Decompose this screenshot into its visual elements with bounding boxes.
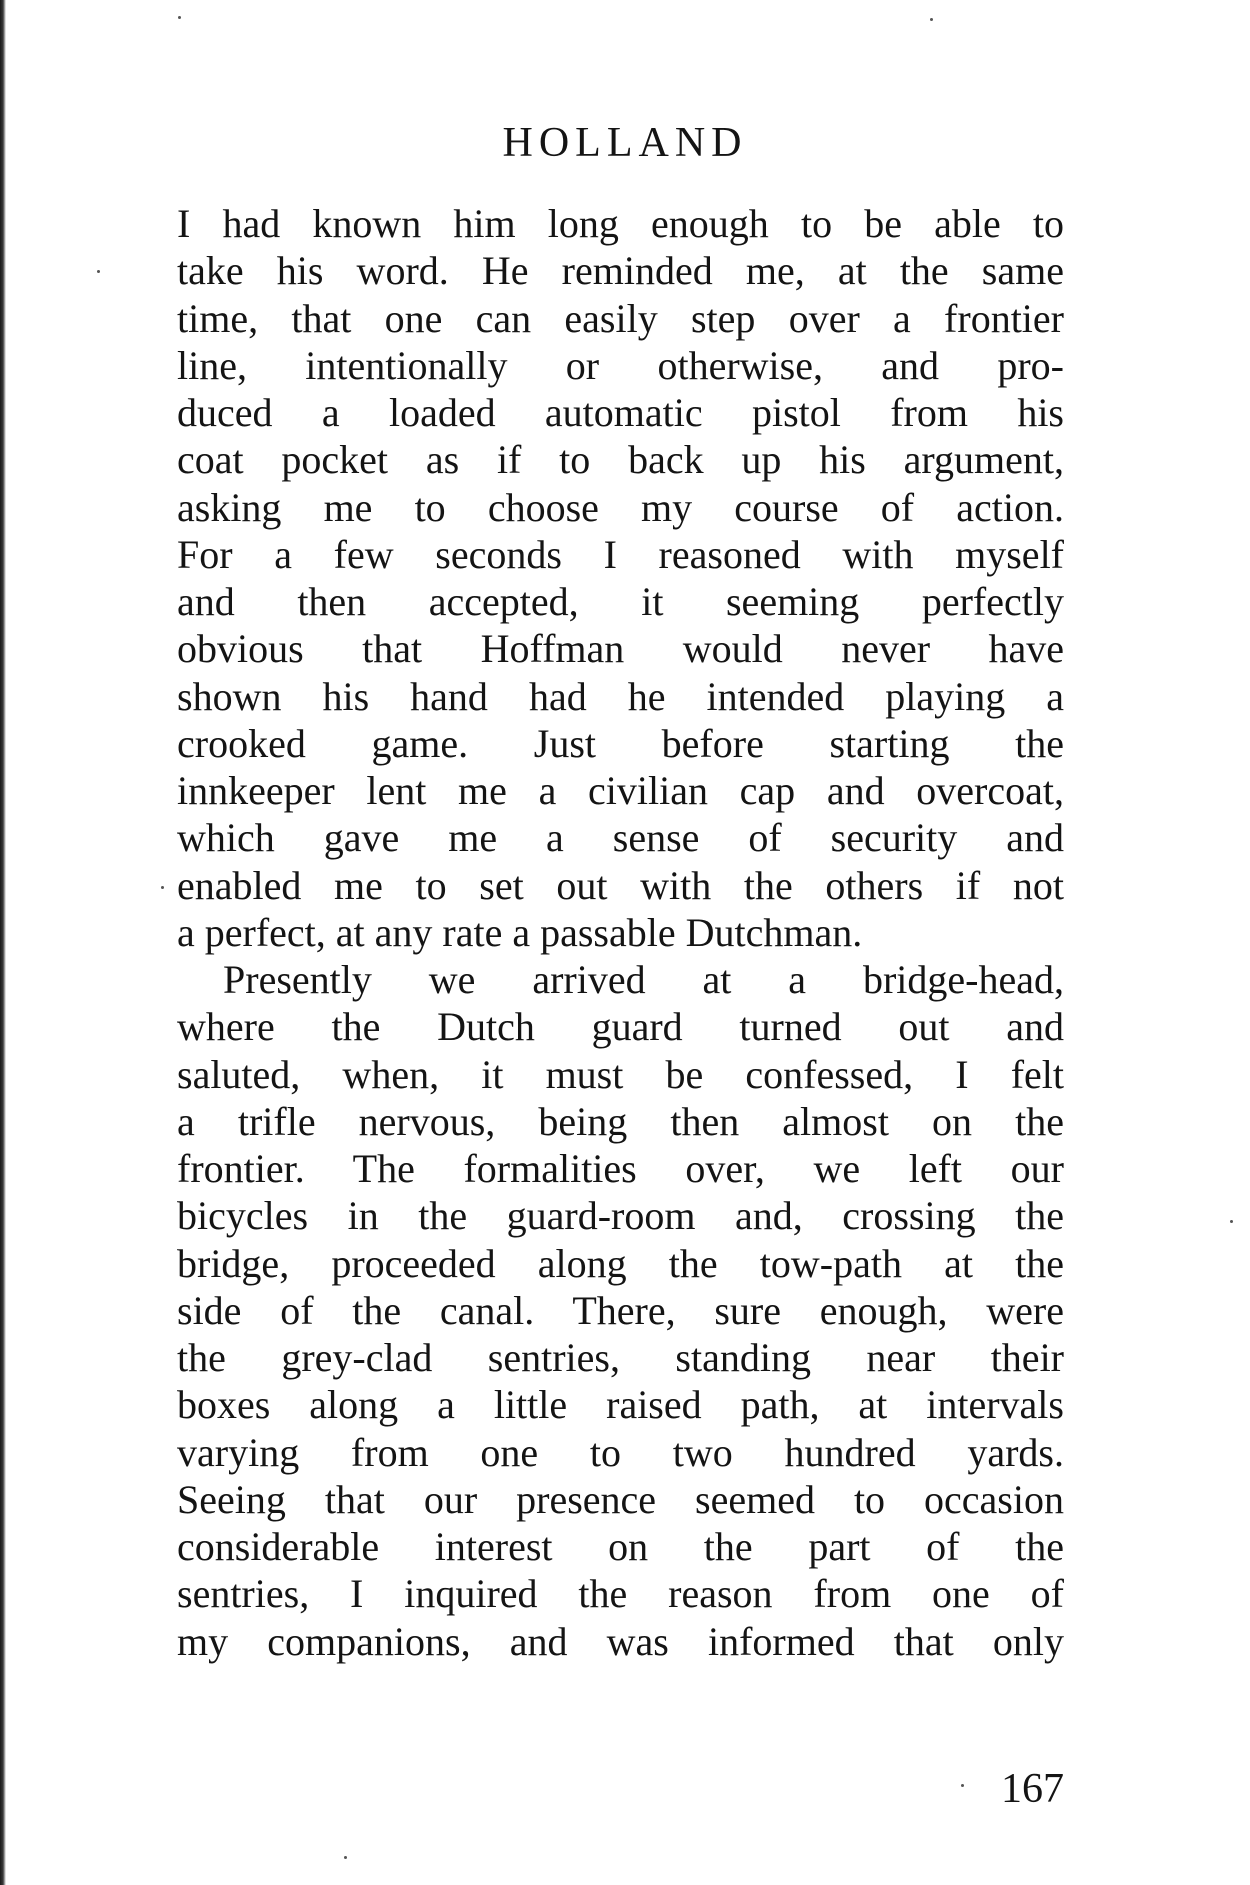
text-line: shown his hand had he intended playing a <box>177 673 1064 719</box>
text-line: coat pocket as if to back up his argument, <box>177 437 1064 483</box>
text-line: Seeing that our presence seemed to occasion <box>177 1476 1064 1522</box>
text-line: a trifle nervous, being then almost on the <box>177 1098 1064 1144</box>
ink-speck <box>97 270 100 273</box>
text-line: considerable interest on the part of the <box>177 1524 1064 1569</box>
text-line: sentries, I inquired the reason from one of <box>177 1571 1064 1617</box>
running-head: HOLLAND <box>502 120 748 166</box>
text-line: which gave me a sense of security and <box>177 815 1064 861</box>
text-line: and then accepted, it seeming perfectly <box>177 579 1064 624</box>
ink-speck <box>178 16 181 19</box>
text-line: For a few seconds I reasoned with myself <box>177 531 1064 577</box>
text-line: varying from one to two hundred yards. <box>177 1429 1064 1475</box>
text-line: where the Dutch guard turned out and <box>177 1004 1064 1050</box>
text-line: line, intentionally or otherwise, and pro- <box>177 342 1064 388</box>
ink-speck <box>961 1784 964 1787</box>
text-line: bridge, proceeded along the tow-path at the <box>177 1240 1064 1286</box>
page-left-edge <box>0 0 6 1885</box>
text-line: the grey-clad sentries, standing near their <box>177 1335 1064 1380</box>
ink-speck <box>344 1856 347 1859</box>
text-line: my companions, and was informed that only <box>177 1618 1064 1664</box>
body-text <box>177 200 1064 1665</box>
text-line: boxes along a little raised path, at intervals <box>177 1382 1064 1428</box>
text-line: I had known him long enough to be able to <box>177 201 1064 246</box>
ink-speck <box>930 18 933 21</box>
text-line: duced a loaded automatic pistol from his <box>177 390 1064 435</box>
text-line: obvious that Hoffman would never have <box>177 626 1064 672</box>
text-line: side of the canal. There, sure enough, were <box>177 1287 1064 1333</box>
text-line: asking me to choose my course of action. <box>177 484 1064 530</box>
text-line: Presently we arrived at a bridge-head, <box>223 957 1064 1002</box>
text-line: saluted, when, it must be confessed, I felt <box>177 1051 1064 1097</box>
page-number: 167 <box>1001 1766 1064 1812</box>
text-line: crooked game. Just before starting the <box>177 720 1064 766</box>
text-line: innkeeper lent me a civilian cap and overcoat, <box>177 768 1064 813</box>
text-line: a perfect, at any rate a passable Dutchman. <box>177 909 863 955</box>
text-line: take his word. He reminded me, at the same <box>177 248 1064 294</box>
text-line: time, that one can easily step over a frontier <box>177 295 1064 341</box>
ink-speck <box>161 886 164 889</box>
ink-speck <box>1230 1220 1233 1223</box>
text-line: bicycles in the guard-room and, crossing the <box>177 1193 1064 1239</box>
text-line: enabled me to set out with the others if not <box>177 862 1064 908</box>
text-line: frontier. The formalities over, we left our <box>177 1146 1064 1191</box>
